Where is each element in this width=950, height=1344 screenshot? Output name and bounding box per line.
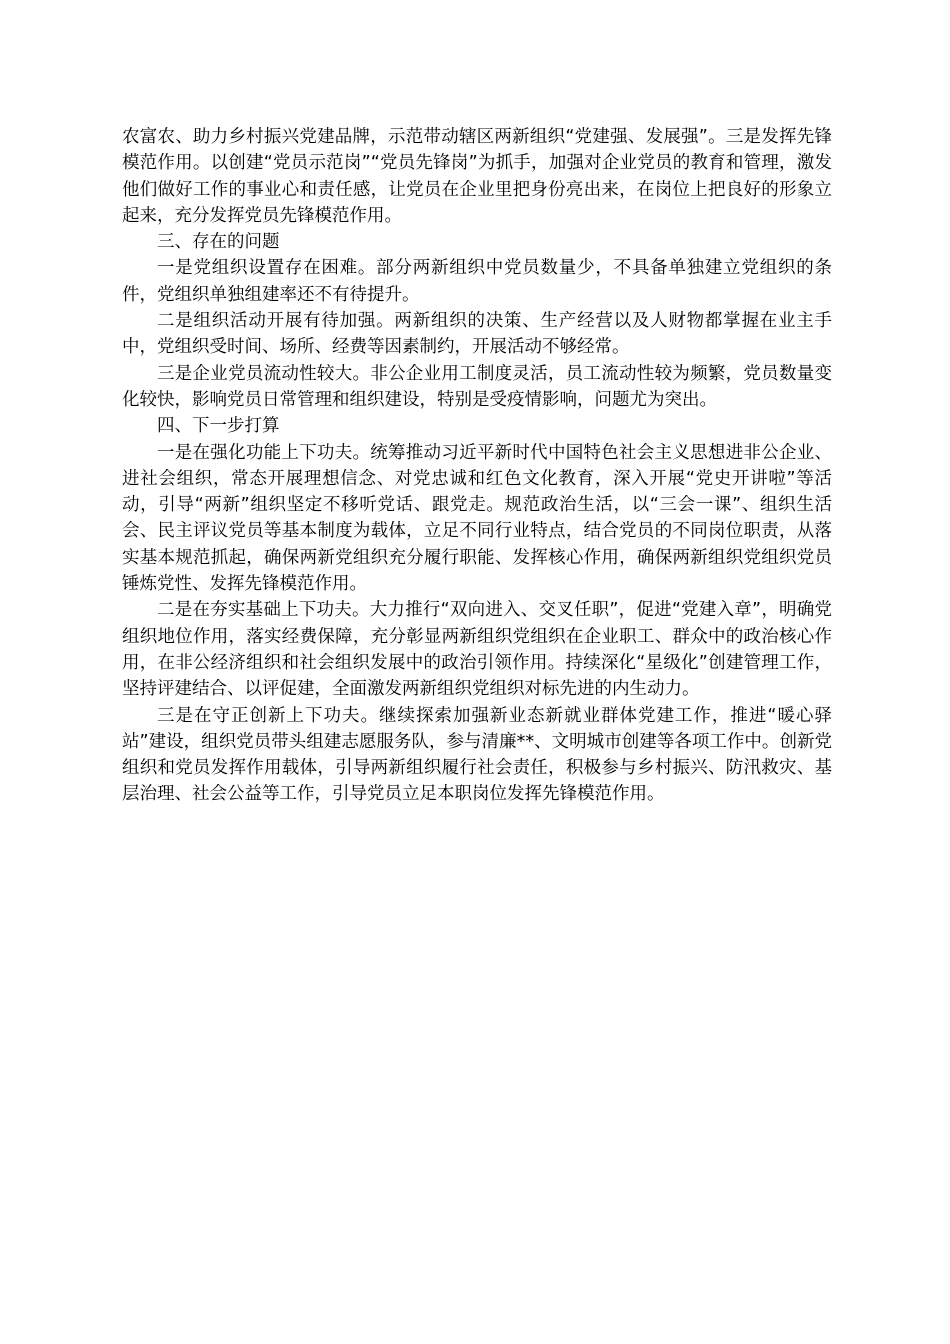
section-heading-next-steps: 四、下一步打算 — [157, 416, 280, 437]
paragraph-plan-2: 二是在夯实基础上下功夫。大力推行“双向进入、交叉任职”，促进“党建入章”，明确党组织地位作用，落实经费保障，充分彰显两新组织党组织在企业职工、群众中的政治核心作用，在非公经济组织和社会组织发展中的政治引领作用。持续深化“星级化”创建管理工作，坚持评建结合、以评促建，全面激发两新组织党组织对标先进的内生动力。 — [122, 600, 832, 700]
paragraph-plan-3: 三是在守正创新上下功夫。继续探索加强新业态新就业群体党建工作，推进“暖心驿站”建设，组织党员带头组建志愿服务队，参与清廉**、文明城市创建等各项工作中。创新党组织和党员发挥作用载体，引导两新组织履行社会责任，积极参与乡村振兴、防汛救灾、基层治理、社会公益等工作，引导党员立足本职岗位发挥先锋模范作用。 — [122, 705, 832, 805]
paragraph-plan-1: 一是在强化功能上下功夫。统筹推动习近平新时代中国特色社会主义思想进非公企业、进社会组织，常态开展理想信念、对党忠诚和红色文化教育，深入开展“党史开讲啦”等活动，引导“两新”组织坚定不移听党话、跟党走。规范政治生活，以“三会一课”、组织生活会、民主评议党员等基本制度为载体，立足不同行业特点，结合党员的不同岗位职责，从落实基本规范抓起，确保两新党组织充分履行职能、发挥核心作用，确保两新组织党组织党员锤炼党性、发挥先锋模范作用。 — [122, 442, 832, 595]
paragraph-continuation: 农富农、助力乡村振兴党建品牌，示范带动辖区两新组织“党建强、发展强”。三是发挥先锋模范作用。以创建“党员示范岗”“党员先锋岗”为抓手，加强对企业党员的教育和管理，激发他们做好工作的事业心和责任感，让党员在企业里把身份亮出来，在岗位上把良好的形象立起来，充分发挥党员先锋模范作用。 — [122, 127, 832, 226]
section-heading-problems: 三、存在的问题 — [157, 232, 280, 253]
paragraph-problem-1: 一是党组织设置存在困难。部分两新组织中党员数量少，不具备单独建立党组织的条件，党组织单独组建率还不有待提升。 — [122, 258, 832, 305]
paragraph-problem-3: 三是企业党员流动性较大。非公企业用工制度灵活，员工流动性较为频繁，党员数量变化较快，影响党员日常管理和组织建设，特别是受疫情影响，问题尤为突出。 — [122, 363, 832, 410]
paragraph-problem-2: 二是组织活动开展有待加强。两新组织的决策、生产经营以及人财物都掌握在业主手中，党组织受时间、场所、经费等因素制约，开展活动不够经常。 — [122, 311, 832, 358]
document-body — [122, 124, 832, 808]
